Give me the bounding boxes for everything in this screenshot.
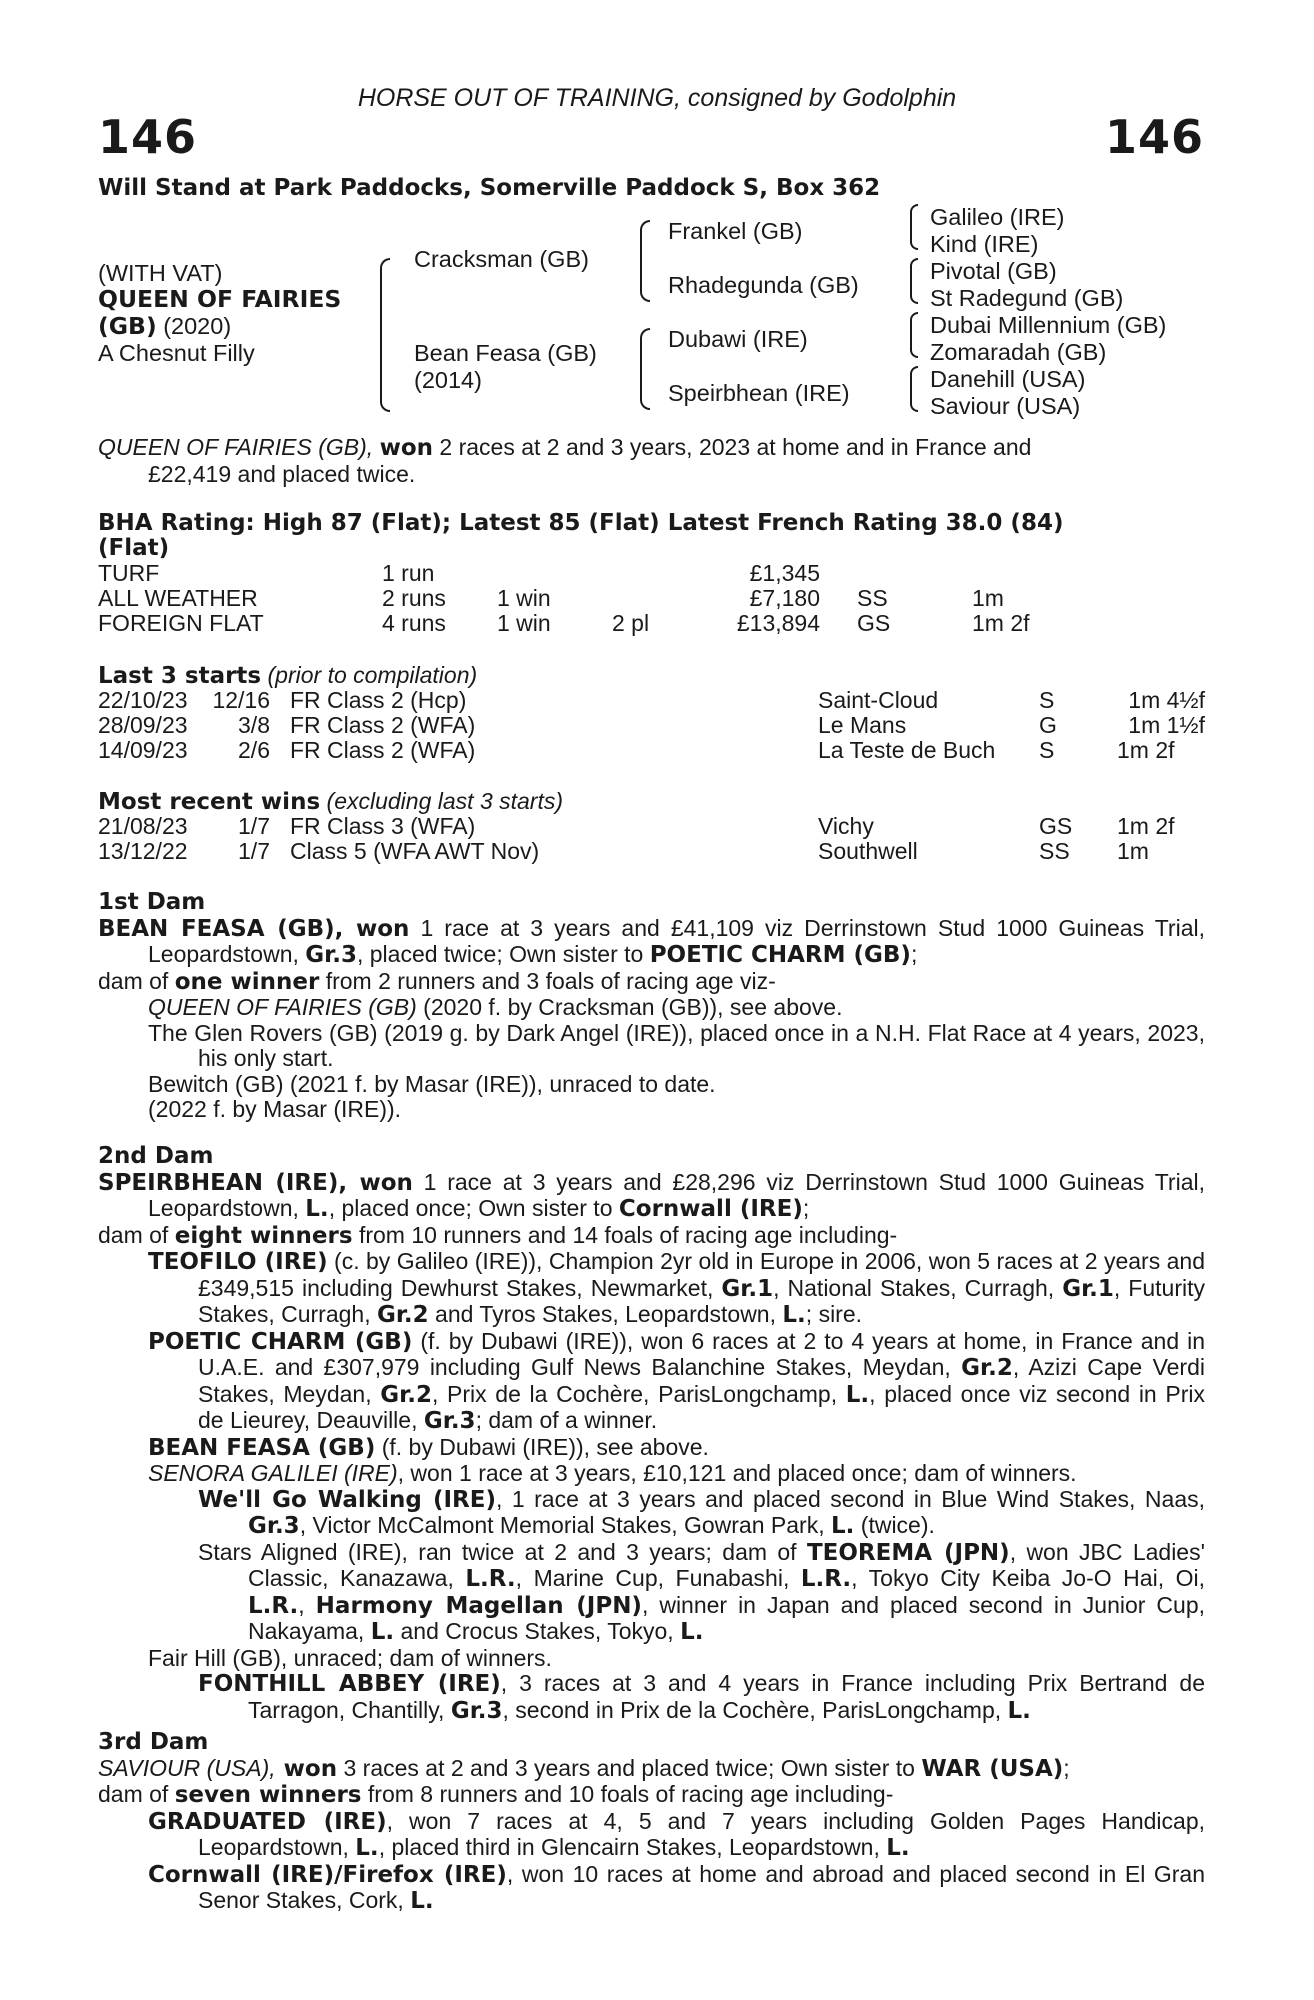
recent-wins-heading: Most recent wins (excluding last 3 starts) [98, 788, 564, 815]
pedigree-dss: Dubai Millennium (GB) [930, 312, 1167, 338]
table-row: 13/12/22 1/7 Class 5 (WFA AWT Nov) Southwell SS 1m [98, 838, 1149, 864]
third-dam-section [98, 1730, 1205, 1915]
list-item: POETIC CHARM (GB) (f. by Dubawi (IRE)), won 6 races at 2 to 4 years at home, in France and in U.A.E. and £307,979 including Gulf News Balanchine Stakes, Meydan, Gr.2, Azizi Cape Verdi Stakes, Meydan, Gr.2, Prix de la Cochère, ParisLongchamp, L., placed once viz second in Prix de Lieurey, Deauville, Gr.3; dam of a winner. [148, 1327, 1206, 1434]
brace-sire [640, 220, 650, 302]
pedigree-dam-dam: Speirbhean (IRE) [668, 380, 850, 406]
vat-note: (WITH VAT) [98, 260, 223, 286]
last3-heading: Last 3 starts (prior to compilation) [98, 662, 478, 689]
table-row: 21/08/23 1/7 FR Class 3 (WFA) Vichy GS 1m 2f [98, 813, 1175, 839]
first-dam-record: BEAN FEASA (GB), won 1 race at 3 years and £41,109 viz Derrinstown Stud 1000 Guineas Trial, Leopardstown, Gr.3, placed twice; Own sister to POETIC CHARM (GB); [98, 914, 1205, 968]
pedigree-ssd: Kind (IRE) [930, 231, 1039, 257]
table-row: 28/09/23 3/8 FR Class 2 (WFA) Le Mans G 1m 1½f [98, 712, 1205, 738]
brace-ds [910, 312, 918, 358]
list-item: The Glen Rovers (GB) (2019 g. by Dark Angel (IRE)), placed once in a N.H. Flat Race at 4 years, 2023, his only start. [148, 1019, 1205, 1071]
pedigree-dam-year: (2014) [414, 367, 482, 393]
horse-name: QUEEN OF FAIRIES [98, 285, 342, 313]
race-summary: QUEEN OF FAIRIES (GB), won 2 races at 2 and 3 years, 2023 at home and in France and £22,419 and placed twice. [98, 434, 1032, 487]
pedigree-dds: Danehill (USA) [930, 366, 1086, 392]
list-item: Stars Aligned (IRE), ran twice at 2 and 3 years; dam of TEOREMA (JPN), won JBC Ladies' Classic, Kanazawa, L.R., Marine Cup, Funabashi, L.R., Tokyo City Keiba Jo-O Hai, Oi, L.R., Harmony Magellan (JPN), winner in Japan and placed second in Junior Cup, Nakayama, L. and Crocus Stakes, Tokyo, L. [198, 1538, 1206, 1645]
list-item: FONTHILL ABBEY (IRE), 3 races at 3 and 4 years in France including Prix Bertrand de Tarragon, Chantilly, Gr.3, second in Prix de la Cochère, ParisLongchamp, L. [198, 1670, 1205, 1724]
table-row: ALL WEATHER 2 runs 1 win £7,180 SS 1m [98, 585, 1004, 611]
list-item: SENORA GALILEI (IRE), won 1 race at 3 years, £10,121 and placed once; dam of winners. [148, 1460, 1077, 1486]
pedigree-sdd: St Radegund (GB) [930, 285, 1124, 311]
list-item: GRADUATED (IRE), won 7 races at 4, 5 and 7 years including Golden Pages Handicap, Leopardstown, L., placed third in Glencairn Stakes, Leopardstown, L. [148, 1807, 1205, 1861]
stand-location: Will Stand at Park Paddocks, Somerville Paddock S, Box 362 [98, 175, 881, 201]
second-dam-heading: 2nd Dam [98, 1143, 214, 1169]
lot-number-right: 146 [1104, 110, 1204, 164]
pedigree-sss: Galileo (IRE) [930, 204, 1065, 230]
pedigree-sire: Cracksman (GB) [414, 246, 589, 272]
ratings-heading-cont: (Flat) [98, 535, 170, 561]
table-row: TURF 1 run £1,345 [98, 560, 820, 586]
list-item: Fair Hill (GB), unraced; dam of winners. [148, 1644, 552, 1671]
brace-gen1 [380, 258, 390, 412]
list-item: QUEEN OF FAIRIES (GB) (2020 f. by Cracksman (GB)), see above. [148, 994, 843, 1020]
brace-dd [910, 366, 918, 412]
pedigree-dsd: Zomaradah (GB) [930, 339, 1107, 365]
ratings-heading: BHA Rating: High 87 (Flat); Latest 85 (Flat) Latest French Rating 38.0 (84) [98, 510, 1064, 536]
third-dam-heading: 3rd Dam [98, 1729, 209, 1755]
table-row: 14/09/23 2/6 FR Class 2 (WFA) La Teste de Buch S 1m 2f [98, 737, 1175, 763]
table-row: 22/10/23 12/16 FR Class 2 (Hcp) Saint-Cloud S 1m 4½f [98, 687, 1205, 713]
pedigree-ddd: Saviour (USA) [930, 393, 1081, 419]
pedigree-sds: Pivotal (GB) [930, 258, 1057, 284]
second-dam-record: SPEIRBHEAN (IRE), won 1 race at 3 years and £28,296 viz Derrinstown Stud 1000 Guineas Trial, Leopardstown, L., placed once; Own sister to Cornwall (IRE); [98, 1168, 1205, 1222]
first-dam-section [98, 890, 1205, 1123]
list-item: BEAN FEASA (GB) (f. by Dubawi (IRE)), see above. [148, 1433, 709, 1461]
pedigree-dam: Bean Feasa (GB) [414, 340, 597, 366]
brace-ss [910, 204, 918, 250]
list-item: TEOFILO (IRE) (c. by Galileo (IRE)), Champion 2yr old in Europe in 2006, won 5 races at 2 years and £349,515 including Dewhurst Stakes, Newmarket, Gr.1, National Stakes, Curragh, Gr.1, Futurity Stakes, Curragh, Gr.2 and Tyros Stakes, Leopardstown, L.; sire. [148, 1248, 1205, 1328]
first-dam-heading: 1st Dam [98, 889, 206, 915]
pedigree-sire-sire: Frankel (GB) [668, 218, 803, 244]
table-row: FOREIGN FLAT 4 runs 1 win 2 pl £13,894 GS 1m 2f [98, 610, 1030, 636]
list-item: Cornwall (IRE)/Firefox (IRE), won 10 races at home and abroad and placed second in El Gran Senor Stakes, Cork, L. [148, 1860, 1205, 1914]
list-item: Bewitch (GB) (2021 f. by Masar (IRE)), unraced to date. [148, 1070, 716, 1097]
list-item: (2022 f. by Masar (IRE)). [148, 1096, 402, 1122]
lot-caption: HORSE OUT OF TRAINING, consigned by Godolphin [357, 84, 957, 112]
horse-description: A Chesnut Filly [98, 340, 255, 366]
brace-sd [910, 258, 918, 304]
third-dam-record: SAVIOUR (USA), won 3 races at 2 and 3 years and placed twice; Own sister to WAR (USA); [98, 1754, 1070, 1782]
lot-number-left: 146 [98, 110, 198, 164]
brace-dam [640, 328, 650, 410]
pedigree-sire-dam: Rhadegunda (GB) [668, 272, 859, 298]
pedigree-dam-sire: Dubawi (IRE) [668, 326, 808, 352]
third-dam-produce-summary: dam of seven winners from 8 runners and 10 foals of racing age including- [98, 1781, 894, 1808]
first-dam-produce-summary: dam of one winner from 2 runners and 3 foals of racing age viz- [98, 967, 776, 995]
second-dam-section [98, 1144, 1205, 1724]
horse-origin-year: (GB) (2020) [98, 312, 232, 340]
list-item: We'll Go Walking (IRE), 1 race at 3 years and placed second in Blue Wind Stakes, Naas, Gr.3, Victor McCalmont Memorial Stakes, Gowran Park, L. (twice). [198, 1485, 1206, 1539]
second-dam-produce-summary: dam of eight winners from 10 runners and 14 foals of racing age including- [98, 1221, 898, 1249]
